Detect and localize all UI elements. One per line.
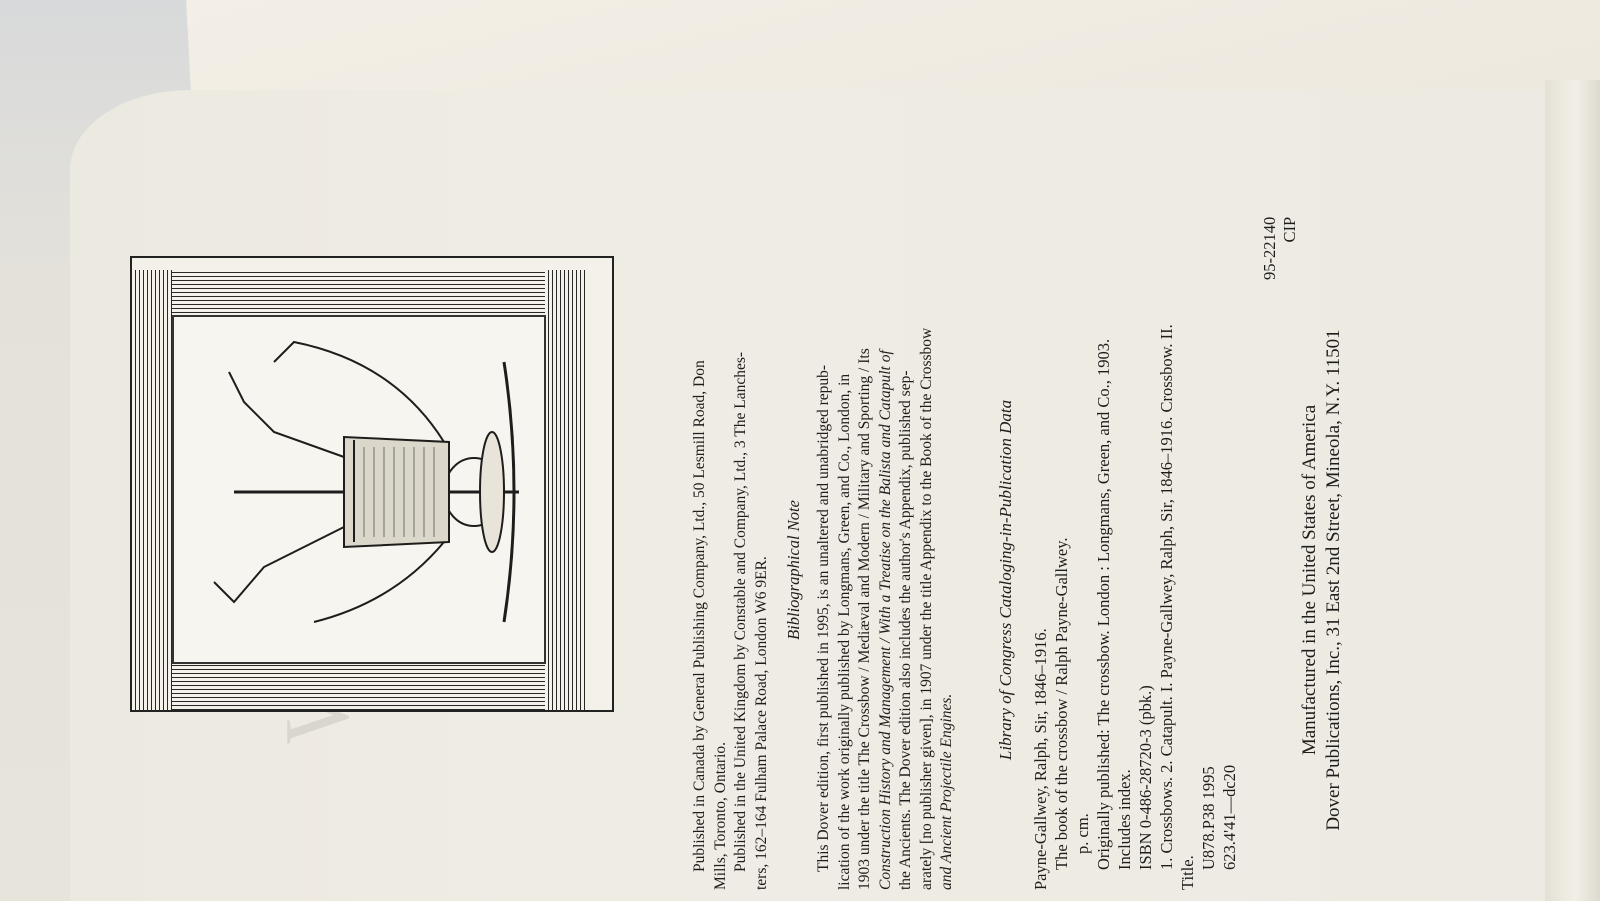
note-line: the Ancients. The Dover edition also includes the author's Appendix, published sep- [897, 370, 914, 890]
woodcut-illustration [130, 256, 614, 712]
cip-heading: Library of Congress Cataloging-in-Publication Data [996, 399, 1015, 761]
note-line: arately [no publisher given], in 1907 under the title Appendix to the Book of the Crossbow [917, 327, 935, 890]
cip-data [1030, 324, 1240, 890]
cip-line: Title. [1178, 855, 1197, 890]
manufactured-line: Manufactured in the United States of America [1299, 404, 1320, 756]
cip-number [1260, 217, 1300, 280]
cip-line: 623.4'41—dc20 [1220, 764, 1239, 870]
publisher-line: Published in Canada by General Publishing Company, Ltd., 50 Lesmill Road, Don [691, 360, 708, 872]
cip-line: Includes index. [1115, 769, 1134, 870]
copyright-page-content [690, 100, 1410, 890]
woodcut-scene [172, 315, 546, 664]
cip-catalog-number: 95-22140 [1260, 216, 1279, 280]
cip-line: ISBN 0-486-28720-3 (pbk.) [1136, 685, 1155, 870]
publisher-line: ters, 162–164 Fulham Palace Road, London W6 9ER. [752, 556, 770, 890]
note-line: and Ancient Projectile Engines. [938, 693, 955, 890]
note-line: lication of the work originally published by Longmans, Green, and Co., London, in [835, 373, 853, 890]
cip-line: Payne-Gallwey, Ralph, Sir, 1846–1916. [1031, 628, 1050, 890]
manufactured-line: Dover Publications, Inc., 31 East 2nd Street, Mineola, N.Y. 11501 [1323, 329, 1344, 831]
note-line: Construction History and Management / With a Treatise on the Balista and Catapult of [876, 350, 894, 890]
publisher-line: Published in the United Kingdom by Constable and Company, Ltd., 3 The Lanches- [732, 351, 749, 872]
note-line: This Dover edition, first published in 1995, is an unaltered and unabridged repub- [815, 364, 832, 872]
bibliographical-note-heading: Bibliographical Note [784, 500, 803, 640]
page-edges [1545, 80, 1600, 901]
cip-line: U878.P38 1995 [1199, 766, 1218, 870]
publisher-line: Mills, Toronto, Ontario. [711, 741, 729, 890]
note-line: 1903 under the title The Crossbow / Mediæval and Modern / Military and Sporting / Its [856, 348, 873, 890]
cip-line: The book of the crossbow / Ralph Payne-Gallwey. [1052, 537, 1071, 870]
cip-line: 1. Crossbows. 2. Catapult. I. Payne-Gallwey, Ralph, Sir, 1846–1916. Crossbow. II. [1157, 324, 1176, 870]
cip-line: Originally published: The crossbow. London : Longmans, Green, and Co., 1903. [1094, 338, 1113, 870]
publisher-info [690, 352, 772, 890]
manufacturer-info [1298, 270, 1346, 890]
cip-line: p. cm. [1073, 813, 1092, 854]
crossbowman-figure [174, 317, 544, 662]
cip-label: CIP [1280, 216, 1299, 243]
bibliographical-note-body [814, 328, 958, 890]
